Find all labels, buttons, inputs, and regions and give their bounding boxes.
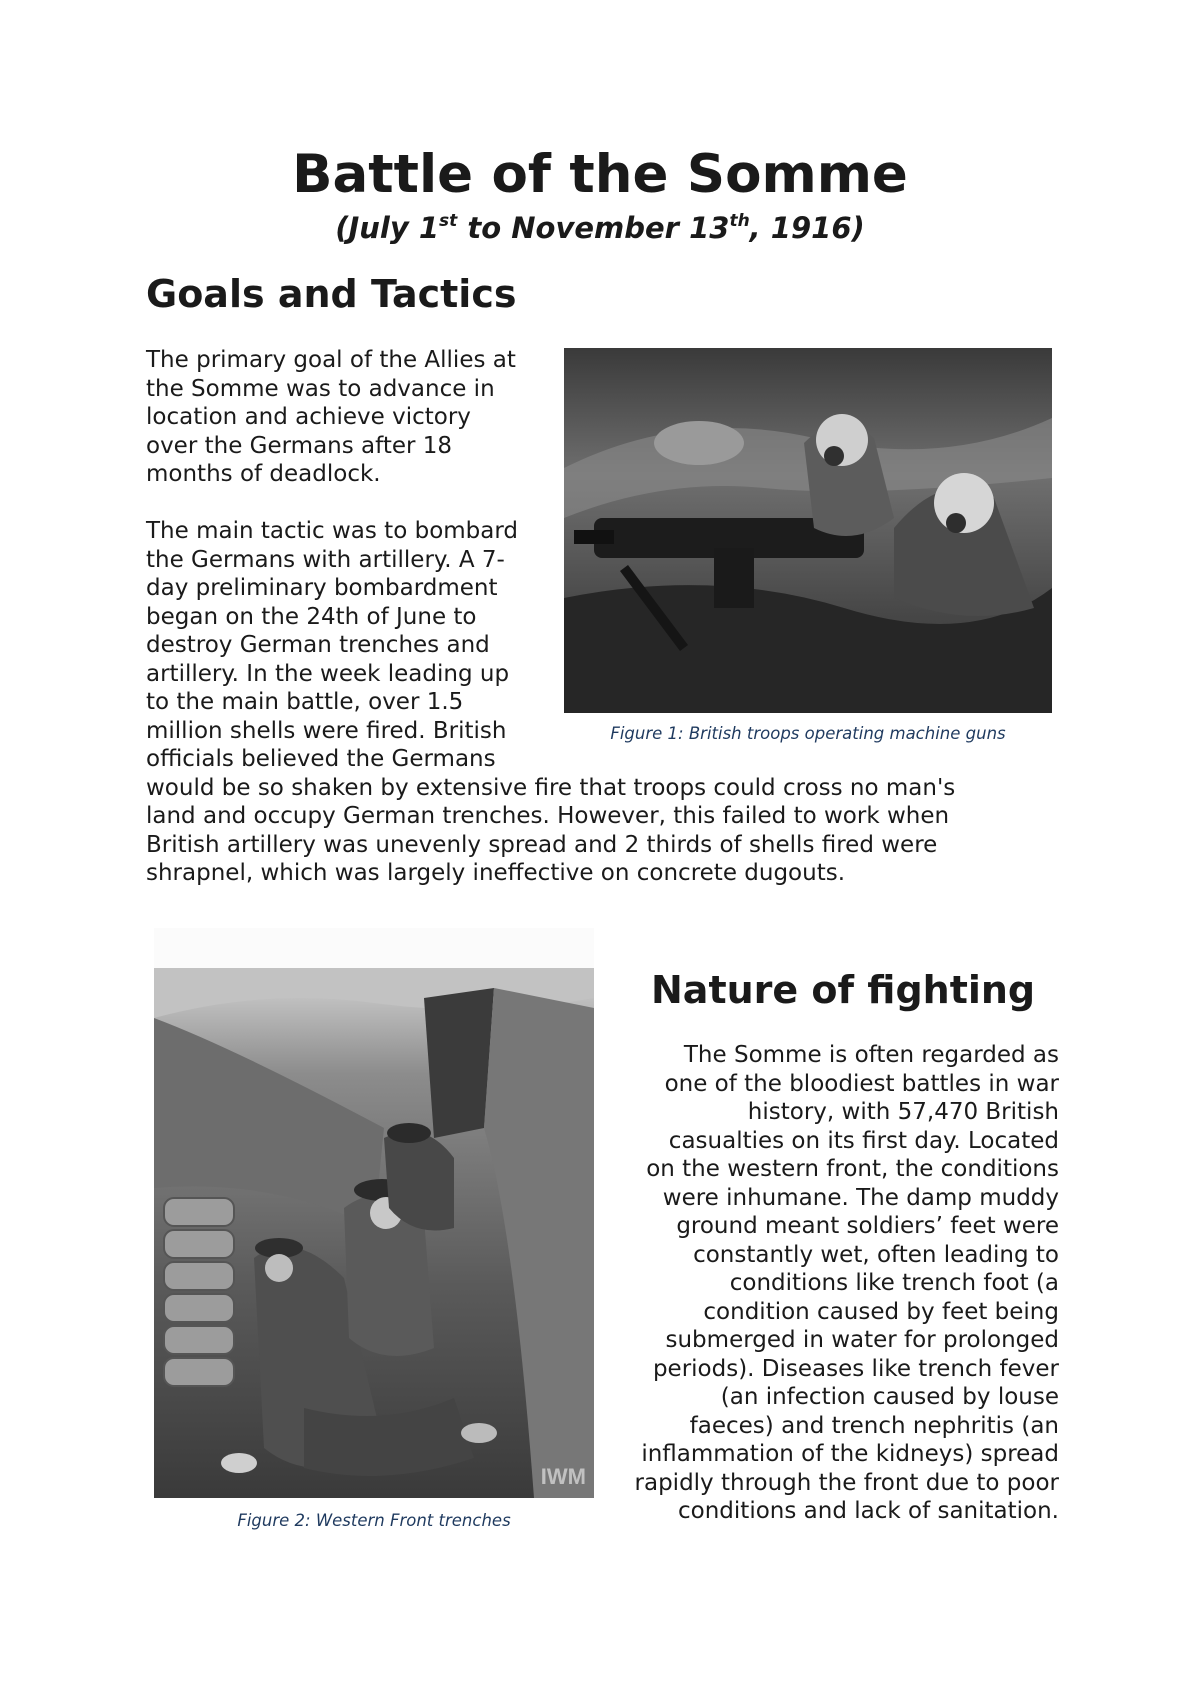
text-line: destroy German trenches and (146, 632, 490, 658)
text-line: began on the 24th of June to (146, 603, 477, 630)
machine-gun-photo-graphic (564, 348, 1052, 713)
text-line: faeces) and trench nephritis (an (689, 1412, 1059, 1439)
figure-1-caption: Figure 1: British troops operating machine guns (610, 724, 1006, 743)
text-line: over the Germans after 18 (146, 432, 453, 459)
text-line: The primary goal of the Allies at (146, 347, 516, 373)
text-line: were inhumane. The damp muddy (662, 1184, 1059, 1211)
text-line: million shells were fired. British (146, 717, 507, 744)
goals-paragraph-1 (146, 346, 516, 489)
text-line: submerged in water for prolonged (665, 1327, 1059, 1353)
nature-heading: Nature of fighting (651, 968, 1036, 1012)
text-line: British artillery was unevenly spread and 2 thirds of shells fired were (146, 831, 938, 858)
text-line: The main tactic was to bombard (146, 518, 519, 544)
trench-photo-graphic (154, 928, 594, 1498)
text-line: history, with 57,470 British (747, 1099, 1059, 1125)
text-line: periods). Diseases like trench fever (652, 1355, 1059, 1382)
figure-2-caption: Figure 2: Western Front trenches (237, 1511, 511, 1530)
text-line: condition caused by feet being (703, 1298, 1059, 1325)
text-line: on the western front, the conditions (646, 1156, 1059, 1182)
text-line: the Germans with artillery. A 7- (146, 546, 505, 573)
text-line: constantly wet, often leading to (693, 1241, 1059, 1268)
text-line: casualties on its first day. Located (668, 1127, 1059, 1154)
text-line: ground meant soldiers’ feet were (676, 1213, 1059, 1239)
text-line: land and occupy German trenches. However, this failed to work when (146, 803, 950, 829)
trench-photo (154, 928, 594, 1498)
photo-watermark: IWM (540, 1464, 586, 1489)
nature-paragraph (635, 1041, 1059, 1526)
text-line: The Somme is often regarded as (683, 1042, 1059, 1068)
text-line: one of the bloodiest battles in war (664, 1070, 1059, 1097)
text-line: the Somme was to advance in (146, 375, 495, 402)
text-line: day preliminary bombardment (146, 575, 498, 601)
text-line: months of deadlock. (146, 461, 381, 487)
machine-gun-photo (564, 348, 1052, 713)
text-line: location and achieve victory (146, 404, 471, 430)
text-line: would be so shaken by extensive fire that troops could cross no man's (146, 774, 956, 801)
document-title: Battle of the Somme (292, 144, 908, 205)
goals-heading: Goals and Tactics (146, 272, 517, 316)
text-line: officials believed the Germans (146, 746, 496, 772)
text-line: artillery. In the week leading up (146, 660, 510, 687)
document-subtitle: (July 1st to November 13th, 1916) (335, 211, 865, 245)
text-line: shrapnel, which was largely ineffective on concrete dugouts. (146, 860, 846, 886)
text-line: to the main battle, over 1.5 (146, 689, 464, 715)
text-line: conditions and lack of sanitation. (678, 1498, 1059, 1524)
text-line: inflammation of the kidneys) spread (641, 1441, 1059, 1467)
text-line: conditions like trench foot (a (729, 1270, 1059, 1296)
text-line: (an infection caused by louse (720, 1384, 1059, 1410)
text-line: rapidly through the front due to poor (634, 1469, 1059, 1496)
